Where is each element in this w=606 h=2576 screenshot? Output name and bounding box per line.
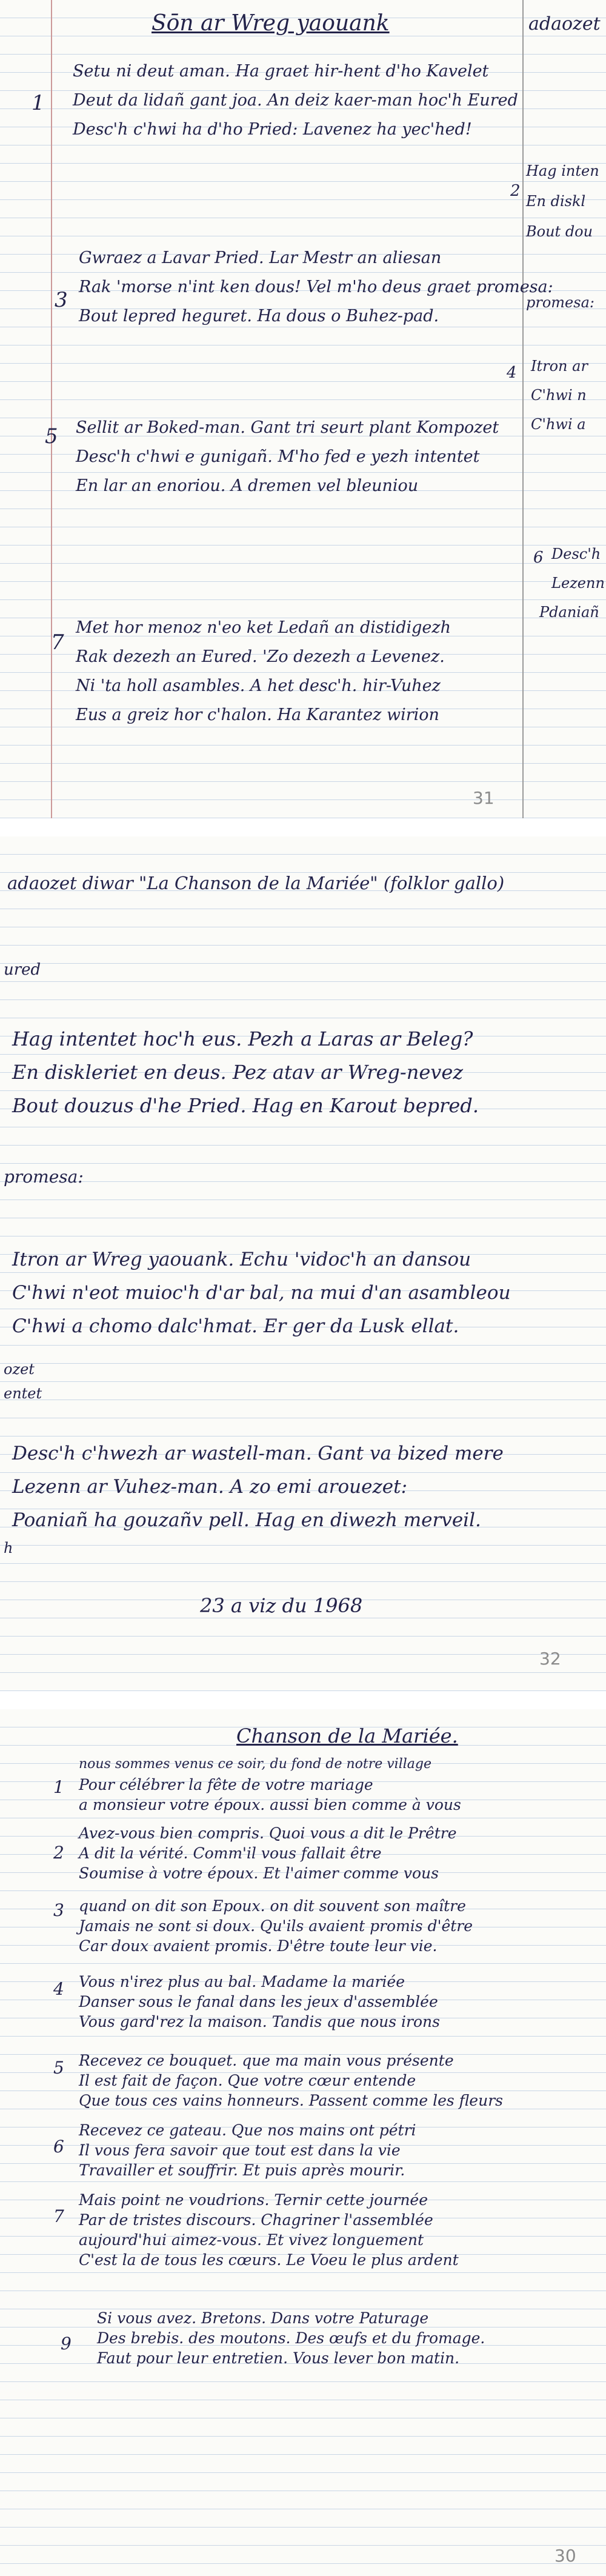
stanza-number: 7 bbox=[51, 630, 64, 655]
margin-line bbox=[51, 0, 52, 818]
stanza-number: 5 bbox=[53, 2058, 64, 2078]
verse-line: Rak dezezh an Eured. 'Zo dezezh a Levenez. bbox=[76, 647, 445, 666]
right-fragment: Pdaniañ bbox=[539, 604, 599, 621]
verse-line: Danser sous le fanal dans les jeux d'assemblée bbox=[79, 1993, 438, 2010]
verse-line: Itron ar Wreg yaouank. Echu 'vidoc'h an dansou bbox=[12, 1249, 471, 1270]
left-fragment: ozet bbox=[4, 1361, 35, 1378]
right-fragment: C'hwi n bbox=[531, 387, 587, 404]
verse-line: Hag intentet hoc'h eus. Pezh a Laras ar Beleg? bbox=[12, 1027, 473, 1050]
page-number: 32 bbox=[539, 1649, 561, 1669]
verse-line: Recevez ce gateau. Que nos mains ont pétri bbox=[79, 2121, 416, 2139]
page-header: adaozet diwar "La Chanson de la Mariée" (folklor gallo) bbox=[7, 873, 505, 893]
page-title: Chanson de la Mariée. bbox=[236, 1724, 458, 1747]
manuscript-page-1 bbox=[0, 0, 606, 818]
column-divider bbox=[522, 0, 524, 818]
verse-line: Si vous avez. Bretons. Dans votre Paturage bbox=[97, 2309, 429, 2327]
stanza-number: 2 bbox=[53, 1843, 64, 1863]
verse-line: Bout lepred heguret. Ha dous o Buhez-pad. bbox=[79, 307, 439, 325]
verse-line: Recevez ce bouquet. que ma main vous présente bbox=[79, 2052, 454, 2069]
verse-line: Vous n'irez plus au bal. Madame la mariée bbox=[79, 1973, 405, 1990]
left-fragment: entet bbox=[4, 1385, 42, 1402]
verse-line: Eus a greiz hor c'halon. Ha Karantez wirion bbox=[76, 706, 439, 724]
verse-line: Rak 'morse n'int ken dous! Vel m'ho deus graet promesa: bbox=[79, 278, 553, 296]
right-fragment: C'hwi a bbox=[531, 416, 586, 433]
verse-line: C'hwi a chomo dalc'hmat. Er ger da Lusk ellat. bbox=[12, 1315, 459, 1337]
verse-line: Desc'h c'hwi ha d'ho Pried: Lavenez ha yec'hed! bbox=[73, 120, 472, 139]
right-fragment: Itron ar bbox=[531, 358, 588, 375]
right-fragment: En diskl bbox=[526, 193, 586, 210]
manuscript-page-3 bbox=[0, 1709, 606, 2576]
verse-line: Setu ni deut aman. Ha graet hir-hent d'ho Kavelet bbox=[73, 62, 489, 81]
page-title: Sōn ar Wreg yaouank bbox=[152, 11, 390, 36]
verse-line: En lar an enoriou. A dremen vel bleuniou bbox=[76, 476, 419, 495]
verse-line: Jamais ne sont si doux. Qu'ils avaient promis d'être bbox=[79, 1917, 473, 1935]
verse-line: Bout douzus d'he Pried. Hag en Karout bepred. bbox=[12, 1094, 479, 1117]
intro-line: nous sommes venus ce soir, du fond de notre village bbox=[79, 1757, 432, 1772]
page-number: 31 bbox=[473, 788, 494, 808]
right-fragment: promesa: bbox=[526, 294, 594, 311]
verse-line: aujourd'hui aimez-vous. Et vivez longuement bbox=[79, 2231, 424, 2249]
verse-line: Desc'h c'hwezh ar wastell-man. Gant va bized mere bbox=[12, 1443, 504, 1464]
verse-line: Il est fait de façon. Que votre cœur entende bbox=[79, 2072, 416, 2089]
stanza-number: 4 bbox=[507, 364, 517, 382]
right-fragment: Hag inten bbox=[526, 162, 599, 179]
right-fragment: Bout dou bbox=[526, 223, 593, 240]
verse-line: Il vous fera savoir que tout est dans la vie bbox=[79, 2141, 401, 2159]
left-fragment: h bbox=[4, 1540, 13, 1557]
stanza-number: 7 bbox=[53, 2206, 64, 2226]
verse-line: Poaniañ ha gouzañv pell. Hag en diwezh merveil. bbox=[12, 1509, 481, 1531]
stanza-number: 1 bbox=[53, 1777, 64, 1797]
verse-line: Avez-vous bien compris. Quoi vous a dit le Prêtre bbox=[79, 1824, 457, 1842]
verse-line: Mais point ne voudrions. Ternir cette journée bbox=[79, 2191, 428, 2209]
manuscript-page-2 bbox=[0, 836, 606, 1691]
verse-line: A dit la vérité. Comm'il vous fallait être bbox=[79, 1844, 382, 1862]
left-fragment: promesa: bbox=[4, 1167, 84, 1187]
page-number: 30 bbox=[554, 2546, 576, 2566]
verse-line: Sellit ar Boked-man. Gant tri seurt plant Kompozet bbox=[76, 418, 499, 437]
stanza-number: 3 bbox=[55, 288, 68, 312]
verse-line: Faut pour leur entretien. Vous lever bon matin. bbox=[97, 2349, 460, 2367]
stanza-number: 3 bbox=[53, 1900, 64, 1920]
header-fragment: adaozet bbox=[528, 13, 601, 35]
verse-line: a monsieur votre époux. aussi bien comme à vous bbox=[79, 1796, 461, 1814]
verse-line: En diskleriet en deus. Pez atav ar Wreg-nevez bbox=[12, 1061, 464, 1084]
stanza-number: 9 bbox=[61, 2334, 72, 2354]
verse-line: Met hor menoz n'eo ket Ledañ an distidigezh bbox=[76, 618, 451, 637]
verse-line: C'est la de tous les cœurs. Le Voeu le plus ardent bbox=[79, 2251, 459, 2269]
verse-line: Que tous ces vains honneurs. Passent comme les fleurs bbox=[79, 2092, 503, 2109]
verse-line: Deut da lidañ gant joa. An deiz kaer-man hoc'h Eured bbox=[73, 91, 518, 110]
stanza-number: 1 bbox=[32, 91, 45, 115]
verse-line: Desc'h c'hwi e gunigañ. M'ho fed e yezh intentet bbox=[76, 447, 480, 466]
stanza-number: 5 bbox=[45, 424, 58, 449]
verse-line: Par de tristes discours. Chagriner l'assemblée bbox=[79, 2211, 433, 2229]
left-fragment: ured bbox=[4, 961, 41, 979]
verse-line: Car doux avaient promis. D'être toute leur vie. bbox=[79, 1937, 438, 1955]
verse-line: Des brebis. des moutons. Des œufs et du fromage. bbox=[97, 2329, 485, 2347]
verse-line: Gwraez a Lavar Pried. Lar Mestr an aliesan bbox=[79, 249, 442, 267]
stanza-number: 2 bbox=[510, 182, 521, 200]
right-fragment: Desc'h bbox=[551, 546, 601, 562]
verse-line: Lezenn ar Vuhez-man. A zo emi arouezet: bbox=[12, 1476, 408, 1498]
verse-line: C'hwi n'eot muioc'h d'ar bal, na mui d'an asambleou bbox=[12, 1282, 511, 1304]
document-date: 23 a viz du 1968 bbox=[200, 1594, 363, 1617]
verse-line: Vous gard'rez la maison. Tandis que nous irons bbox=[79, 2013, 440, 2030]
verse-line: Travailler et souffrir. Et puis après mourir. bbox=[79, 2161, 405, 2179]
stanza-number: 6 bbox=[53, 2137, 64, 2157]
verse-line: quand on dit son Epoux. on dit souvent son maître bbox=[79, 1897, 466, 1915]
verse-line: Soumise à votre époux. Et l'aimer comme vous bbox=[79, 1864, 439, 1882]
stanza-number: 6 bbox=[533, 549, 544, 567]
right-fragment: Lezenn bbox=[551, 575, 605, 592]
verse-line: Ni 'ta holl asambles. A het desc'h. hir-Vuhez bbox=[76, 676, 441, 695]
stanza-number: 4 bbox=[53, 1979, 64, 1999]
verse-line: Pour célébrer la fête de votre mariage bbox=[79, 1776, 373, 1794]
